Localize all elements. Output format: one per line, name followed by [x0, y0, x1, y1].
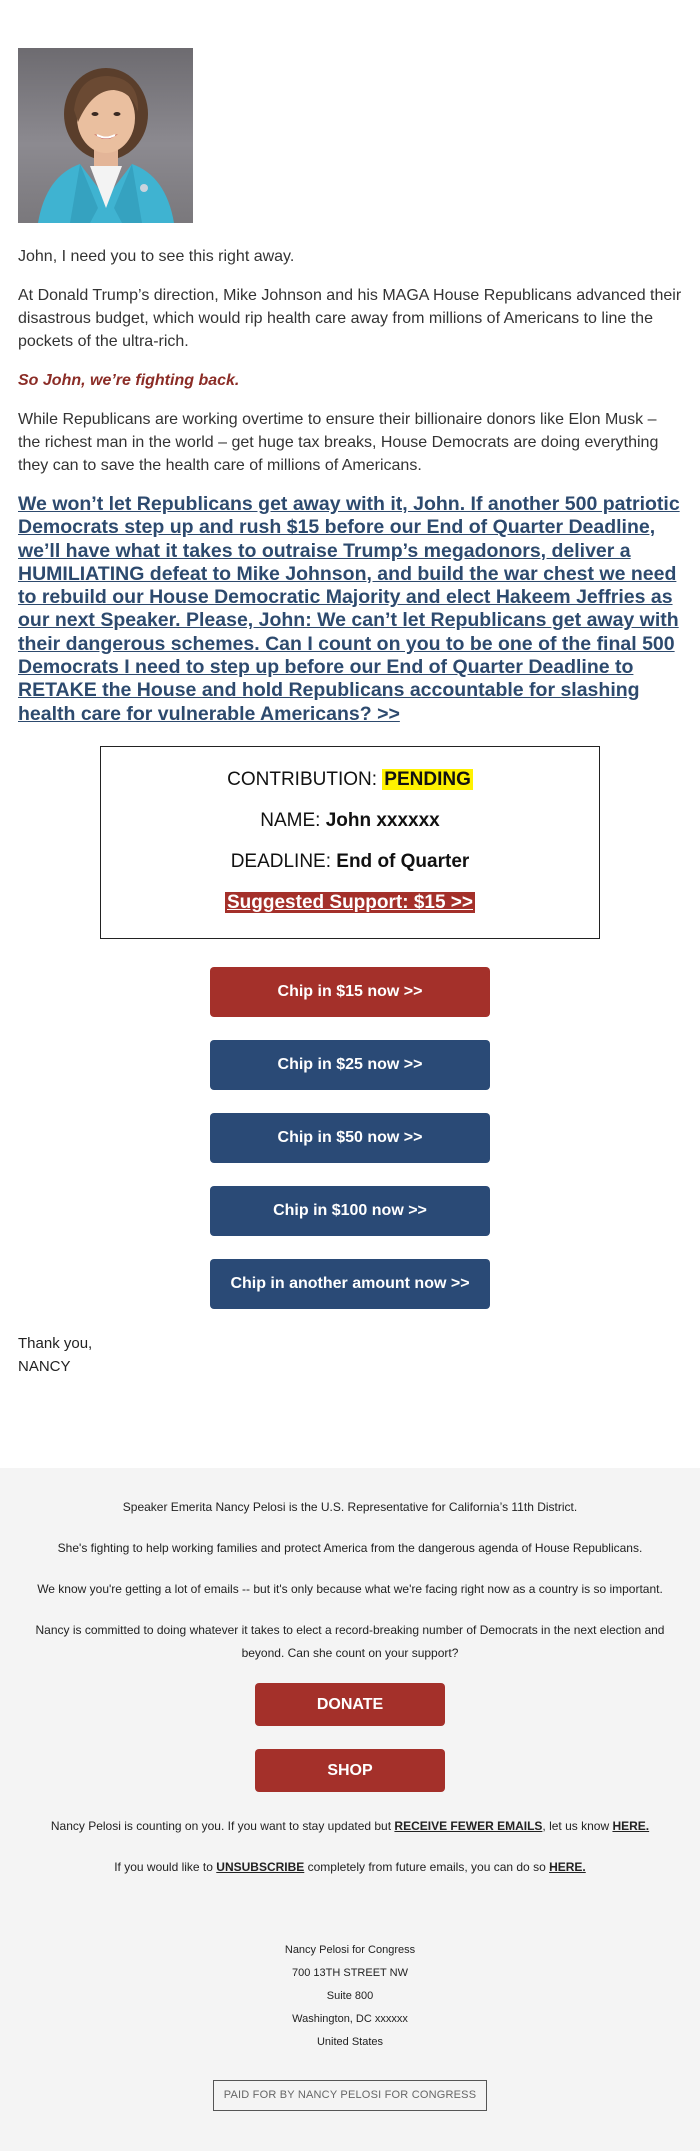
- portrait-photo: [18, 48, 193, 223]
- chip-50-button[interactable]: Chip in $50 now >>: [210, 1113, 490, 1163]
- footer-line-committed: Nancy is committed to doing whatever it takes to elect a record-breaking number of Democrats in the next election and beyond. Can she count on your support?: [35, 1623, 665, 1660]
- footer-line-district: Speaker Emerita Nancy Pelosi is the U.S. Representative for California’s 11th District.: [122, 1500, 578, 1514]
- appeal-link[interactable]: We won’t let Republicans get away with it, John. If another 500 patriotic Democrats step up and rush $15 before our End of Quarter Deadline, we’ll have what it takes to outraise Trump’s megadonors, deliver a HUMILIATING defeat to Mike Johnson, and build the war chest we need to rebuild our House Democratic Majority and elect Hakeem Jeffries as our next Speaker. Please, John: We can’t let Republicans get away with their dangerous schemes. Can I count on you to be one of the final 500 Democrats I need to step up before our End of Quarter Deadline to RETAKE the House and hold Republicans accountable for slashing health care for vulnerable Americans? >>: [18, 493, 680, 725]
- contribution-box: [100, 746, 600, 939]
- address-street: 700 13TH STREET NW: [292, 1967, 408, 1979]
- name-value: John xxxxxx: [325, 809, 440, 831]
- chip-25-button[interactable]: Chip in $25 now >>: [210, 1040, 490, 1090]
- greeting-text: John, I need you to see this right away.: [18, 248, 295, 265]
- deadline-value: End of Quarter: [336, 850, 470, 872]
- deadline-row: [111, 851, 589, 873]
- signature-text: NANCY: [18, 1357, 71, 1375]
- portrait-illustration: [18, 48, 193, 223]
- mailing-address: [26, 1939, 674, 2054]
- fighting-back-text: So John, we’re fighting back.: [18, 372, 240, 389]
- contribution-status: PENDING: [384, 768, 471, 790]
- address-country: United States: [316, 2036, 384, 2048]
- chip-15-button[interactable]: Chip in $15 now >>: [210, 967, 490, 1017]
- contribution-row: [111, 769, 589, 791]
- fewer-emails-line: [26, 1815, 674, 1838]
- paid-for-by-disclaimer: PAID FOR BY NANCY PELOSI FOR CONGRESS: [213, 2080, 488, 2111]
- shop-button[interactable]: SHOP: [255, 1749, 445, 1792]
- address-city: Washington, DC xxxxxx: [292, 2013, 408, 2025]
- donate-button[interactable]: DONATE: [255, 1683, 445, 1726]
- footer-line-fighting: She's fighting to help working families and protect America from the dangerous agenda of House Republicans.: [57, 1541, 643, 1555]
- unsubscribe-line: [26, 1856, 674, 1879]
- suggested-row: [111, 892, 589, 914]
- name-label: NAME:: [260, 809, 321, 831]
- receive-fewer-emails-link[interactable]: RECEIVE FEWER EMAILS: [394, 1819, 543, 1833]
- address-suite: Suite 800: [326, 1990, 374, 2002]
- signoff: [18, 1332, 682, 1378]
- unsubscribe-link[interactable]: UNSUBSCRIBE: [216, 1860, 305, 1874]
- fewer-emails-prefix: Nancy Pelosi is counting on you. If you want to stay updated but: [50, 1819, 395, 1833]
- unsubscribe-prefix: If you would like to: [114, 1860, 217, 1874]
- fewer-emails-here-link[interactable]: HERE.: [612, 1819, 650, 1833]
- contribution-label: CONTRIBUTION:: [227, 768, 378, 790]
- footer: [0, 1468, 700, 2151]
- paragraph-tax-breaks: While Republicans are working overtime to ensure their billionaire donors like Elon Musk – the richest man in the world – get huge tax breaks, House Democrats are doing everything they can to save the health care of millions of Americans.: [18, 411, 659, 474]
- paragraph-budget: At Donald Trump’s direction, Mike Johnson and his MAGA House Republicans advanced their disastrous budget, which would rip health care away from millions of Americans to line the pockets of the ultra-rich.: [18, 287, 682, 350]
- deadline-label: DEADLINE:: [230, 850, 331, 872]
- address-org: Nancy Pelosi for Congress: [284, 1944, 416, 1956]
- unsubscribe-middle: completely from future emails, you can do so: [304, 1860, 550, 1874]
- name-row: [111, 810, 589, 832]
- chip-other-amount-button[interactable]: Chip in another amount now >>: [210, 1259, 490, 1309]
- fewer-emails-middle: , let us know: [542, 1819, 613, 1833]
- chip-100-button[interactable]: Chip in $100 now >>: [210, 1186, 490, 1236]
- footer-line-emails: We know you're getting a lot of emails -- but it's only because what we're facing right now as a country is so important.: [37, 1582, 663, 1596]
- thanks-text: Thank you,: [18, 1334, 93, 1352]
- unsubscribe-here-link[interactable]: HERE.: [549, 1860, 586, 1874]
- suggested-support-link[interactable]: Suggested Support: $15 >>: [227, 891, 473, 913]
